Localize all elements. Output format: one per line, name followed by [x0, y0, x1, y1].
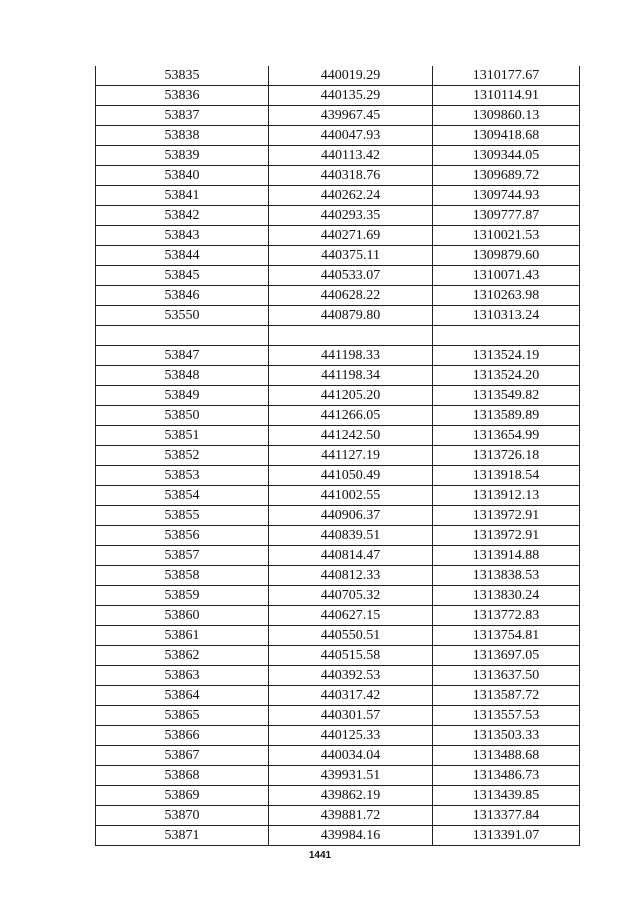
table-row-separator	[96, 326, 580, 346]
point-id-cell: 53836	[96, 86, 269, 106]
y-coordinate-cell: 1313654.99	[433, 426, 580, 446]
point-id-cell: 53851	[96, 426, 269, 446]
y-coordinate-cell: 1310177.67	[433, 66, 580, 86]
table-row	[96, 606, 580, 626]
point-id-cell: 53869	[96, 786, 269, 806]
y-coordinate-cell: 1309344.05	[433, 146, 580, 166]
x-coordinate-cell: 441198.33	[269, 346, 433, 366]
point-id-cell: 53871	[96, 826, 269, 846]
point-id-cell: 53842	[96, 206, 269, 226]
table-row	[96, 746, 580, 766]
point-id-cell: 53865	[96, 706, 269, 726]
y-coordinate-cell: 1313391.07	[433, 826, 580, 846]
table-row	[96, 206, 580, 226]
x-coordinate-cell: 439984.16	[269, 826, 433, 846]
y-coordinate-cell: 1313488.68	[433, 746, 580, 766]
point-id-cell: 53841	[96, 186, 269, 206]
point-id-cell: 53857	[96, 546, 269, 566]
y-coordinate-cell: 1313439.85	[433, 786, 580, 806]
table-row	[96, 186, 580, 206]
x-coordinate-cell: 440392.53	[269, 666, 433, 686]
y-coordinate-cell: 1313377.84	[433, 806, 580, 826]
table-row	[96, 286, 580, 306]
y-coordinate-cell	[433, 326, 580, 346]
table-row	[96, 106, 580, 126]
point-id-cell: 53863	[96, 666, 269, 686]
y-coordinate-cell: 1313914.88	[433, 546, 580, 566]
y-coordinate-cell: 1313972.91	[433, 506, 580, 526]
x-coordinate-cell: 441205.20	[269, 386, 433, 406]
table-row	[96, 826, 580, 846]
page-number: 1441	[308, 850, 332, 861]
x-coordinate-cell: 439862.19	[269, 786, 433, 806]
x-coordinate-cell: 440550.51	[269, 626, 433, 646]
point-id-cell: 53866	[96, 726, 269, 746]
x-coordinate-cell: 440301.57	[269, 706, 433, 726]
table-row	[96, 726, 580, 746]
table-row	[96, 446, 580, 466]
y-coordinate-cell: 1313918.54	[433, 466, 580, 486]
table-row	[96, 226, 580, 246]
y-coordinate-cell: 1309689.72	[433, 166, 580, 186]
point-id-cell: 53837	[96, 106, 269, 126]
y-coordinate-cell: 1313637.50	[433, 666, 580, 686]
table-row	[96, 706, 580, 726]
point-id-cell: 53840	[96, 166, 269, 186]
y-coordinate-cell: 1309418.68	[433, 126, 580, 146]
y-coordinate-cell: 1313972.91	[433, 526, 580, 546]
table-row	[96, 666, 580, 686]
x-coordinate-cell: 441198.34	[269, 366, 433, 386]
table-row	[96, 526, 580, 546]
x-coordinate-cell: 441002.55	[269, 486, 433, 506]
table-row	[96, 486, 580, 506]
x-coordinate-cell: 440113.42	[269, 146, 433, 166]
table-row	[96, 406, 580, 426]
x-coordinate-cell: 440262.24	[269, 186, 433, 206]
point-id-cell: 53850	[96, 406, 269, 426]
x-coordinate-cell: 440879.80	[269, 306, 433, 326]
y-coordinate-cell: 1313772.83	[433, 606, 580, 626]
point-id-cell: 53870	[96, 806, 269, 826]
x-coordinate-cell: 440627.15	[269, 606, 433, 626]
x-coordinate-cell: 440271.69	[269, 226, 433, 246]
point-id-cell: 53858	[96, 566, 269, 586]
y-coordinate-cell: 1310263.98	[433, 286, 580, 306]
x-coordinate-cell: 440125.33	[269, 726, 433, 746]
x-coordinate-cell: 440047.93	[269, 126, 433, 146]
point-id-cell: 53846	[96, 286, 269, 306]
point-id-cell: 53838	[96, 126, 269, 146]
point-id-cell: 53856	[96, 526, 269, 546]
table-row	[96, 466, 580, 486]
point-id-cell: 53855	[96, 506, 269, 526]
x-coordinate-cell: 439881.72	[269, 806, 433, 826]
x-coordinate-cell: 440906.37	[269, 506, 433, 526]
x-coordinate-cell: 441050.49	[269, 466, 433, 486]
x-coordinate-cell: 440293.35	[269, 206, 433, 226]
table-row	[96, 506, 580, 526]
point-id-cell: 53868	[96, 766, 269, 786]
point-id-cell: 53845	[96, 266, 269, 286]
table-row	[96, 386, 580, 406]
y-coordinate-cell: 1313549.82	[433, 386, 580, 406]
point-id-cell: 53859	[96, 586, 269, 606]
y-coordinate-cell: 1313754.81	[433, 626, 580, 646]
point-id-cell: 53835	[96, 66, 269, 86]
y-coordinate-cell: 1313557.53	[433, 706, 580, 726]
y-coordinate-cell: 1313486.73	[433, 766, 580, 786]
coordinates-table	[95, 66, 580, 846]
x-coordinate-cell: 441266.05	[269, 406, 433, 426]
y-coordinate-cell: 1313524.20	[433, 366, 580, 386]
point-id-cell: 53848	[96, 366, 269, 386]
table-row	[96, 66, 580, 86]
y-coordinate-cell: 1313524.19	[433, 346, 580, 366]
y-coordinate-cell: 1313912.13	[433, 486, 580, 506]
table-row	[96, 266, 580, 286]
table-row	[96, 426, 580, 446]
table-row	[96, 806, 580, 826]
y-coordinate-cell: 1310313.24	[433, 306, 580, 326]
point-id-cell: 53853	[96, 466, 269, 486]
x-coordinate-cell: 440317.42	[269, 686, 433, 706]
x-coordinate-cell: 440135.29	[269, 86, 433, 106]
point-id-cell: 53860	[96, 606, 269, 626]
x-coordinate-cell	[269, 326, 433, 346]
x-coordinate-cell: 440515.58	[269, 646, 433, 666]
table-row	[96, 586, 580, 606]
x-coordinate-cell: 440812.33	[269, 566, 433, 586]
y-coordinate-cell: 1309860.13	[433, 106, 580, 126]
x-coordinate-cell: 441127.19	[269, 446, 433, 466]
table-row	[96, 246, 580, 266]
point-id-cell: 53550	[96, 306, 269, 326]
y-coordinate-cell: 1310071.43	[433, 266, 580, 286]
y-coordinate-cell: 1313838.53	[433, 566, 580, 586]
x-coordinate-cell: 440839.51	[269, 526, 433, 546]
point-id-cell: 53849	[96, 386, 269, 406]
y-coordinate-cell: 1309777.87	[433, 206, 580, 226]
table-row	[96, 126, 580, 146]
table-row	[96, 86, 580, 106]
x-coordinate-cell: 440318.76	[269, 166, 433, 186]
point-id-cell: 53847	[96, 346, 269, 366]
point-id-cell: 53861	[96, 626, 269, 646]
coordinates-table-body	[96, 66, 580, 846]
table-row	[96, 146, 580, 166]
table-row	[96, 766, 580, 786]
x-coordinate-cell: 440705.32	[269, 586, 433, 606]
y-coordinate-cell: 1309744.93	[433, 186, 580, 206]
point-id-cell: 53864	[96, 686, 269, 706]
x-coordinate-cell: 439931.51	[269, 766, 433, 786]
table-row	[96, 646, 580, 666]
y-coordinate-cell: 1313726.18	[433, 446, 580, 466]
y-coordinate-cell: 1309879.60	[433, 246, 580, 266]
point-id-cell: 53839	[96, 146, 269, 166]
y-coordinate-cell: 1313589.89	[433, 406, 580, 426]
x-coordinate-cell: 440034.04	[269, 746, 433, 766]
x-coordinate-cell: 440814.47	[269, 546, 433, 566]
y-coordinate-cell: 1313830.24	[433, 586, 580, 606]
table-row	[96, 626, 580, 646]
point-id-cell: 53844	[96, 246, 269, 266]
point-id-cell: 53854	[96, 486, 269, 506]
table-row	[96, 306, 580, 326]
table-row	[96, 366, 580, 386]
x-coordinate-cell: 439967.45	[269, 106, 433, 126]
y-coordinate-cell: 1313503.33	[433, 726, 580, 746]
point-id-cell	[96, 326, 269, 346]
x-coordinate-cell: 440375.11	[269, 246, 433, 266]
table-row	[96, 686, 580, 706]
point-id-cell: 53843	[96, 226, 269, 246]
x-coordinate-cell: 440533.07	[269, 266, 433, 286]
table-row	[96, 546, 580, 566]
y-coordinate-cell: 1310114.91	[433, 86, 580, 106]
point-id-cell: 53862	[96, 646, 269, 666]
point-id-cell: 53867	[96, 746, 269, 766]
table-row	[96, 566, 580, 586]
x-coordinate-cell: 440019.29	[269, 66, 433, 86]
x-coordinate-cell: 441242.50	[269, 426, 433, 446]
y-coordinate-cell: 1313587.72	[433, 686, 580, 706]
table-row	[96, 166, 580, 186]
table-row	[96, 346, 580, 366]
table-row	[96, 786, 580, 806]
y-coordinate-cell: 1313697.05	[433, 646, 580, 666]
point-id-cell: 53852	[96, 446, 269, 466]
y-coordinate-cell: 1310021.53	[433, 226, 580, 246]
x-coordinate-cell: 440628.22	[269, 286, 433, 306]
